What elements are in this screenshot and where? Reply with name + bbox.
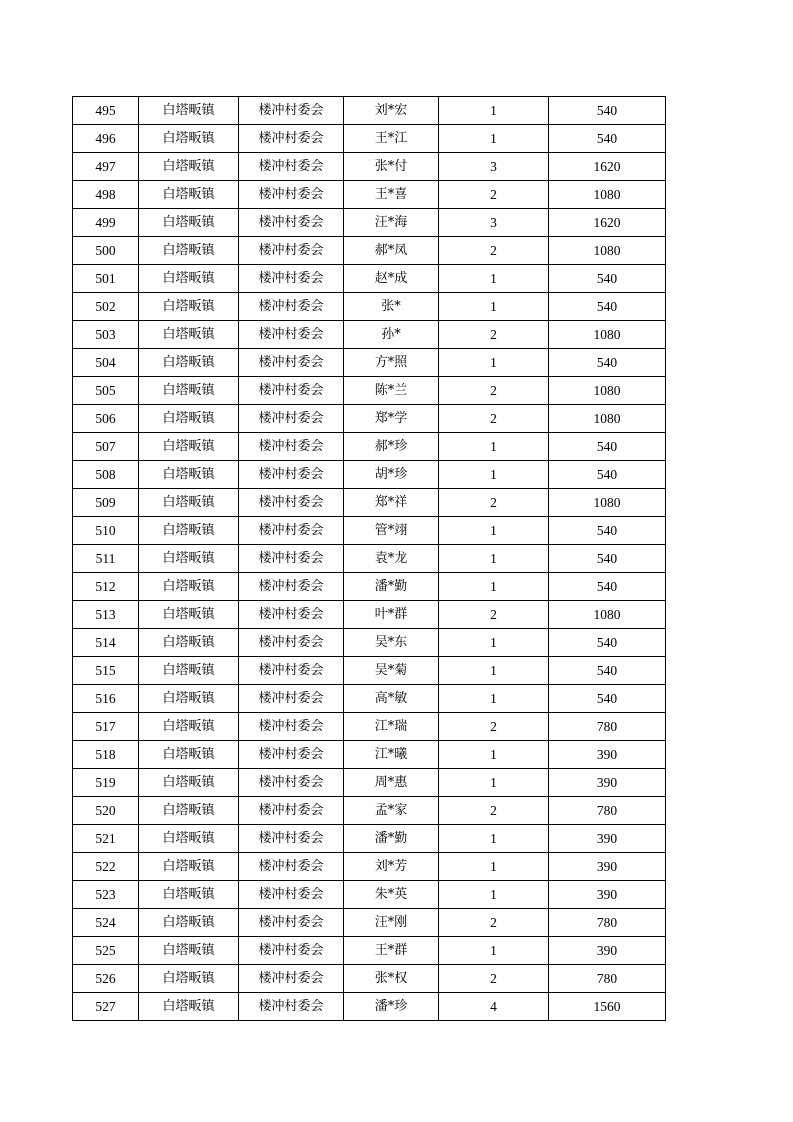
amount-cell: 540 — [549, 573, 666, 601]
name-cell: 张*权 — [344, 965, 439, 993]
village-committee-cell: 楼冲村委会 — [239, 153, 344, 181]
table-row — [73, 741, 666, 769]
village-committee-cell: 楼冲村委会 — [239, 209, 344, 237]
name-cell: 刘*宏 — [344, 97, 439, 125]
village-committee-cell: 楼冲村委会 — [239, 377, 344, 405]
name-cell: 胡*珍 — [344, 461, 439, 489]
row-number-cell: 520 — [73, 797, 139, 825]
household-count-cell: 2 — [439, 797, 549, 825]
town-cell: 白塔畈镇 — [139, 517, 239, 545]
household-count-cell: 1 — [439, 937, 549, 965]
village-committee-cell: 楼冲村委会 — [239, 797, 344, 825]
table-row — [73, 657, 666, 685]
row-number-cell: 522 — [73, 853, 139, 881]
town-cell: 白塔畈镇 — [139, 685, 239, 713]
village-committee-cell: 楼冲村委会 — [239, 97, 344, 125]
town-cell: 白塔畈镇 — [139, 965, 239, 993]
amount-cell: 1620 — [549, 209, 666, 237]
household-count-cell: 4 — [439, 993, 549, 1021]
amount-cell: 540 — [549, 545, 666, 573]
village-committee-cell: 楼冲村委会 — [239, 125, 344, 153]
name-cell: 郝*珍 — [344, 433, 439, 461]
household-count-cell: 1 — [439, 769, 549, 797]
amount-cell: 1560 — [549, 993, 666, 1021]
household-count-cell: 3 — [439, 153, 549, 181]
row-number-cell: 498 — [73, 181, 139, 209]
village-committee-cell: 楼冲村委会 — [239, 237, 344, 265]
amount-cell: 780 — [549, 965, 666, 993]
row-number-cell: 501 — [73, 265, 139, 293]
name-cell: 孟*家 — [344, 797, 439, 825]
village-committee-cell: 楼冲村委会 — [239, 741, 344, 769]
amount-cell: 780 — [549, 909, 666, 937]
row-number-cell: 518 — [73, 741, 139, 769]
table-row — [73, 237, 666, 265]
village-committee-cell: 楼冲村委会 — [239, 825, 344, 853]
village-committee-cell: 楼冲村委会 — [239, 405, 344, 433]
household-count-cell: 2 — [439, 405, 549, 433]
name-cell: 袁*龙 — [344, 545, 439, 573]
row-number-cell: 519 — [73, 769, 139, 797]
name-cell: 高*敏 — [344, 685, 439, 713]
household-count-cell: 1 — [439, 825, 549, 853]
table-row — [73, 489, 666, 517]
row-number-cell: 497 — [73, 153, 139, 181]
town-cell: 白塔畈镇 — [139, 293, 239, 321]
household-count-cell: 1 — [439, 265, 549, 293]
table-row — [73, 573, 666, 601]
town-cell: 白塔畈镇 — [139, 937, 239, 965]
amount-cell: 540 — [549, 657, 666, 685]
row-number-cell: 524 — [73, 909, 139, 937]
amount-cell: 540 — [549, 125, 666, 153]
town-cell: 白塔畈镇 — [139, 573, 239, 601]
town-cell: 白塔畈镇 — [139, 265, 239, 293]
household-count-cell: 2 — [439, 489, 549, 517]
table-row — [73, 349, 666, 377]
name-cell: 郑*学 — [344, 405, 439, 433]
name-cell: 朱*英 — [344, 881, 439, 909]
row-number-cell: 525 — [73, 937, 139, 965]
amount-cell: 540 — [549, 433, 666, 461]
household-count-cell: 1 — [439, 853, 549, 881]
town-cell: 白塔畈镇 — [139, 993, 239, 1021]
town-cell: 白塔畈镇 — [139, 237, 239, 265]
row-number-cell: 514 — [73, 629, 139, 657]
table-row — [73, 993, 666, 1021]
row-number-cell: 503 — [73, 321, 139, 349]
town-cell: 白塔畈镇 — [139, 853, 239, 881]
row-number-cell: 517 — [73, 713, 139, 741]
name-cell: 潘*勤 — [344, 573, 439, 601]
household-count-cell: 1 — [439, 657, 549, 685]
household-count-cell: 1 — [439, 881, 549, 909]
town-cell: 白塔畈镇 — [139, 349, 239, 377]
village-committee-cell: 楼冲村委会 — [239, 321, 344, 349]
name-cell: 管*翊 — [344, 517, 439, 545]
table-row — [73, 685, 666, 713]
name-cell: 郑*祥 — [344, 489, 439, 517]
household-count-cell: 1 — [439, 629, 549, 657]
name-cell: 方*照 — [344, 349, 439, 377]
amount-cell: 390 — [549, 741, 666, 769]
row-number-cell: 499 — [73, 209, 139, 237]
row-number-cell: 504 — [73, 349, 139, 377]
household-count-cell: 2 — [439, 909, 549, 937]
amount-cell: 1080 — [549, 601, 666, 629]
village-committee-cell: 楼冲村委会 — [239, 349, 344, 377]
row-number-cell: 515 — [73, 657, 139, 685]
village-committee-cell: 楼冲村委会 — [239, 881, 344, 909]
town-cell: 白塔畈镇 — [139, 97, 239, 125]
table-row — [73, 461, 666, 489]
household-count-cell: 2 — [439, 601, 549, 629]
village-committee-cell: 楼冲村委会 — [239, 629, 344, 657]
row-number-cell: 507 — [73, 433, 139, 461]
household-count-cell: 1 — [439, 573, 549, 601]
table-row — [73, 265, 666, 293]
amount-cell: 1080 — [549, 489, 666, 517]
row-number-cell: 526 — [73, 965, 139, 993]
town-cell: 白塔畈镇 — [139, 489, 239, 517]
town-cell: 白塔畈镇 — [139, 741, 239, 769]
name-cell: 叶*群 — [344, 601, 439, 629]
village-committee-cell: 楼冲村委会 — [239, 461, 344, 489]
household-count-cell: 2 — [439, 181, 549, 209]
amount-cell: 1080 — [549, 237, 666, 265]
row-number-cell: 495 — [73, 97, 139, 125]
village-committee-cell: 楼冲村委会 — [239, 265, 344, 293]
name-cell: 周*惠 — [344, 769, 439, 797]
town-cell: 白塔畈镇 — [139, 629, 239, 657]
village-committee-cell: 楼冲村委会 — [239, 769, 344, 797]
amount-cell: 390 — [549, 825, 666, 853]
name-cell: 吴*东 — [344, 629, 439, 657]
table-row — [73, 209, 666, 237]
beneficiary-table — [72, 96, 666, 1021]
table-row — [73, 601, 666, 629]
town-cell: 白塔畈镇 — [139, 433, 239, 461]
table-row — [73, 909, 666, 937]
town-cell: 白塔畈镇 — [139, 125, 239, 153]
town-cell: 白塔畈镇 — [139, 209, 239, 237]
row-number-cell: 523 — [73, 881, 139, 909]
row-number-cell: 505 — [73, 377, 139, 405]
town-cell: 白塔畈镇 — [139, 181, 239, 209]
town-cell: 白塔畈镇 — [139, 321, 239, 349]
village-committee-cell: 楼冲村委会 — [239, 433, 344, 461]
village-committee-cell: 楼冲村委会 — [239, 517, 344, 545]
name-cell: 郝*凤 — [344, 237, 439, 265]
amount-cell: 540 — [549, 349, 666, 377]
town-cell: 白塔畈镇 — [139, 713, 239, 741]
amount-cell: 1080 — [549, 321, 666, 349]
town-cell: 白塔畈镇 — [139, 909, 239, 937]
town-cell: 白塔畈镇 — [139, 881, 239, 909]
name-cell: 潘*勤 — [344, 825, 439, 853]
name-cell: 王*江 — [344, 125, 439, 153]
village-committee-cell: 楼冲村委会 — [239, 489, 344, 517]
amount-cell: 390 — [549, 881, 666, 909]
amount-cell: 540 — [549, 293, 666, 321]
town-cell: 白塔畈镇 — [139, 769, 239, 797]
table-row — [73, 377, 666, 405]
table-row — [73, 153, 666, 181]
town-cell: 白塔畈镇 — [139, 405, 239, 433]
table-row — [73, 937, 666, 965]
table-row — [73, 713, 666, 741]
household-count-cell: 1 — [439, 293, 549, 321]
village-committee-cell: 楼冲村委会 — [239, 657, 344, 685]
amount-cell: 780 — [549, 797, 666, 825]
village-committee-cell: 楼冲村委会 — [239, 909, 344, 937]
table-row — [73, 97, 666, 125]
household-count-cell: 3 — [439, 209, 549, 237]
name-cell: 潘*珍 — [344, 993, 439, 1021]
row-number-cell: 516 — [73, 685, 139, 713]
village-committee-cell: 楼冲村委会 — [239, 965, 344, 993]
name-cell: 陈*兰 — [344, 377, 439, 405]
household-count-cell: 1 — [439, 517, 549, 545]
row-number-cell: 521 — [73, 825, 139, 853]
village-committee-cell: 楼冲村委会 — [239, 713, 344, 741]
row-number-cell: 511 — [73, 545, 139, 573]
table-row — [73, 405, 666, 433]
table-body — [73, 97, 666, 1021]
amount-cell: 540 — [549, 265, 666, 293]
table-row — [73, 293, 666, 321]
row-number-cell: 500 — [73, 237, 139, 265]
town-cell: 白塔畈镇 — [139, 601, 239, 629]
table-row — [73, 181, 666, 209]
table-row — [73, 881, 666, 909]
row-number-cell: 509 — [73, 489, 139, 517]
table-row — [73, 125, 666, 153]
amount-cell: 1080 — [549, 377, 666, 405]
amount-cell: 1080 — [549, 181, 666, 209]
amount-cell: 390 — [549, 853, 666, 881]
village-committee-cell: 楼冲村委会 — [239, 545, 344, 573]
village-committee-cell: 楼冲村委会 — [239, 573, 344, 601]
village-committee-cell: 楼冲村委会 — [239, 685, 344, 713]
row-number-cell: 512 — [73, 573, 139, 601]
row-number-cell: 510 — [73, 517, 139, 545]
table-row — [73, 825, 666, 853]
name-cell: 吴*菊 — [344, 657, 439, 685]
village-committee-cell: 楼冲村委会 — [239, 937, 344, 965]
household-count-cell: 1 — [439, 349, 549, 377]
amount-cell: 1080 — [549, 405, 666, 433]
table-row — [73, 517, 666, 545]
name-cell: 王*喜 — [344, 181, 439, 209]
household-count-cell: 1 — [439, 741, 549, 769]
name-cell: 张* — [344, 293, 439, 321]
amount-cell: 540 — [549, 461, 666, 489]
amount-cell: 540 — [549, 629, 666, 657]
name-cell: 赵*成 — [344, 265, 439, 293]
amount-cell: 1620 — [549, 153, 666, 181]
name-cell: 王*群 — [344, 937, 439, 965]
row-number-cell: 513 — [73, 601, 139, 629]
village-committee-cell: 楼冲村委会 — [239, 993, 344, 1021]
village-committee-cell: 楼冲村委会 — [239, 601, 344, 629]
village-committee-cell: 楼冲村委会 — [239, 181, 344, 209]
town-cell: 白塔畈镇 — [139, 797, 239, 825]
town-cell: 白塔畈镇 — [139, 153, 239, 181]
table-row — [73, 769, 666, 797]
village-committee-cell: 楼冲村委会 — [239, 853, 344, 881]
household-count-cell: 1 — [439, 97, 549, 125]
household-count-cell: 2 — [439, 321, 549, 349]
name-cell: 张*付 — [344, 153, 439, 181]
table-row — [73, 545, 666, 573]
amount-cell: 540 — [549, 517, 666, 545]
town-cell: 白塔畈镇 — [139, 461, 239, 489]
table-row — [73, 965, 666, 993]
name-cell: 汪*刚 — [344, 909, 439, 937]
amount-cell: 540 — [549, 97, 666, 125]
household-count-cell: 1 — [439, 433, 549, 461]
table-row — [73, 433, 666, 461]
household-count-cell: 2 — [439, 713, 549, 741]
household-count-cell: 2 — [439, 237, 549, 265]
town-cell: 白塔畈镇 — [139, 825, 239, 853]
table-row — [73, 853, 666, 881]
amount-cell: 540 — [549, 685, 666, 713]
table-row — [73, 797, 666, 825]
town-cell: 白塔畈镇 — [139, 545, 239, 573]
amount-cell: 390 — [549, 937, 666, 965]
town-cell: 白塔畈镇 — [139, 657, 239, 685]
town-cell: 白塔畈镇 — [139, 377, 239, 405]
table-row — [73, 321, 666, 349]
row-number-cell: 506 — [73, 405, 139, 433]
household-count-cell: 1 — [439, 125, 549, 153]
household-count-cell: 1 — [439, 685, 549, 713]
table-row — [73, 629, 666, 657]
row-number-cell: 502 — [73, 293, 139, 321]
row-number-cell: 496 — [73, 125, 139, 153]
household-count-cell: 2 — [439, 965, 549, 993]
household-count-cell: 1 — [439, 545, 549, 573]
name-cell: 孙* — [344, 321, 439, 349]
row-number-cell: 508 — [73, 461, 139, 489]
amount-cell: 390 — [549, 769, 666, 797]
name-cell: 江*曦 — [344, 741, 439, 769]
household-count-cell: 1 — [439, 461, 549, 489]
household-count-cell: 2 — [439, 377, 549, 405]
name-cell: 江*瑞 — [344, 713, 439, 741]
name-cell: 汪*海 — [344, 209, 439, 237]
row-number-cell: 527 — [73, 993, 139, 1021]
village-committee-cell: 楼冲村委会 — [239, 293, 344, 321]
name-cell: 刘*芳 — [344, 853, 439, 881]
amount-cell: 780 — [549, 713, 666, 741]
